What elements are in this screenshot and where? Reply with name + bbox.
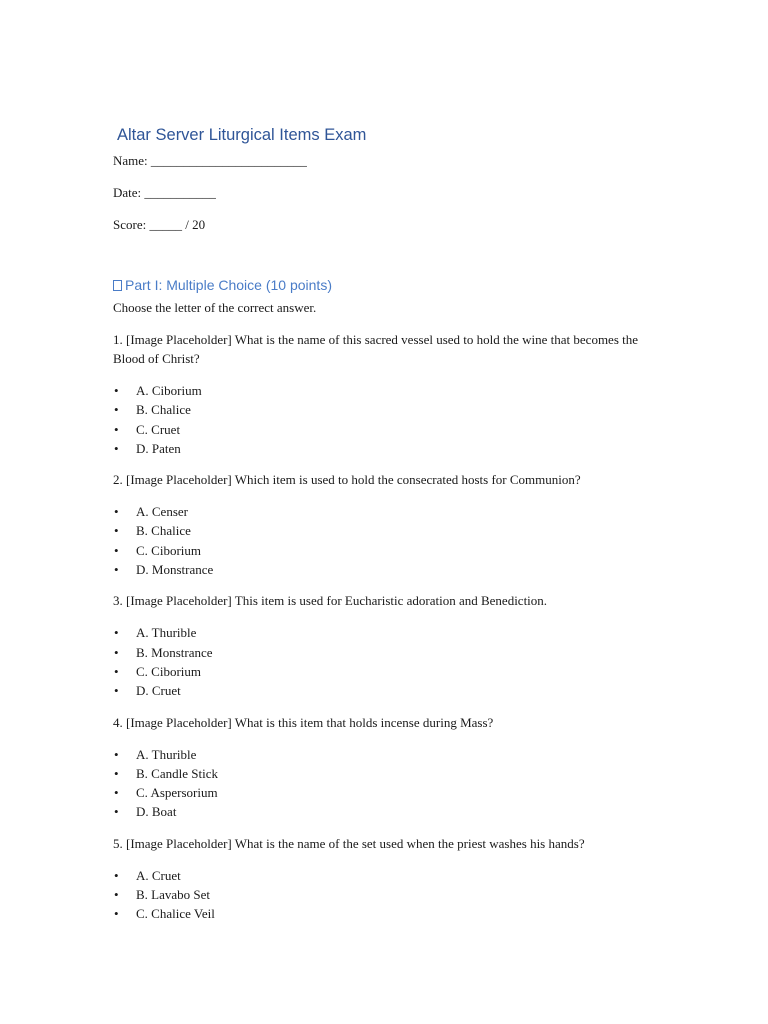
score-field: Score: _____ / 20 xyxy=(113,217,206,232)
option-item xyxy=(113,866,673,885)
option-item xyxy=(113,381,673,400)
option-item xyxy=(113,802,673,821)
option-list xyxy=(113,381,673,458)
option-label: B. Chalice xyxy=(136,523,191,539)
date-field: Date: ___________ xyxy=(113,185,216,200)
section-heading xyxy=(113,275,673,295)
option-label: A. Ciborium xyxy=(136,383,202,398)
option-item xyxy=(113,904,673,923)
question-block xyxy=(113,330,673,458)
bullet-icon: • xyxy=(114,523,119,539)
bullet-icon: • xyxy=(114,542,119,558)
option-label: D. Cruet xyxy=(136,683,181,699)
option-label: A. Thurible xyxy=(136,746,197,762)
question-block xyxy=(113,713,673,822)
missing-glyph-icon xyxy=(113,280,122,291)
instructions: Choose the letter of the correct answer. xyxy=(113,300,317,315)
option-item xyxy=(113,662,673,681)
bullet-icon: • xyxy=(114,887,119,903)
bullet-icon: • xyxy=(114,683,119,699)
bullet-icon: • xyxy=(114,906,119,922)
option-label: C. Ciborium xyxy=(136,542,202,558)
option-item xyxy=(113,885,673,904)
option-item xyxy=(113,745,673,764)
bullet-icon: • xyxy=(114,867,119,883)
bullet-icon: • xyxy=(114,804,119,820)
bullet-icon: • xyxy=(114,765,119,781)
exam-title: Altar Server Liturgical Items Exam xyxy=(117,126,367,144)
bullet-icon: • xyxy=(114,421,119,437)
option-item xyxy=(113,560,673,579)
bullet-icon: • xyxy=(114,504,119,520)
bullet-icon: • xyxy=(114,746,119,762)
option-item xyxy=(113,521,673,540)
option-label: B. Lavabo Set xyxy=(136,887,211,903)
bullet-icon: • xyxy=(114,562,119,578)
option-item xyxy=(113,783,673,802)
option-label: B. Monstrance xyxy=(136,644,213,660)
bullet-icon: • xyxy=(114,625,119,641)
exam-document xyxy=(113,124,673,936)
bullet-icon: • xyxy=(114,644,119,660)
option-label: B. Candle Stick xyxy=(136,765,218,781)
option-label: C. Cruet xyxy=(136,421,181,437)
option-list xyxy=(113,866,673,924)
bullet-icon: • xyxy=(114,440,119,456)
option-list xyxy=(113,623,673,700)
option-item xyxy=(113,439,673,458)
option-list xyxy=(113,502,673,579)
question-text: 4. [Image Placeholder] What is this item that holds incense during Mass? xyxy=(113,714,494,730)
option-item xyxy=(113,502,673,521)
option-label: A. Thurible xyxy=(136,625,197,641)
bullet-icon: • xyxy=(114,402,119,418)
option-item xyxy=(113,643,673,662)
bullet-icon: • xyxy=(114,383,119,398)
option-label: A. Censer xyxy=(136,504,188,520)
option-item xyxy=(113,420,673,439)
question-text: 3. [Image Placeholder] This item is used for Eucharistic adoration and Benediction. xyxy=(113,593,548,609)
bullet-icon: • xyxy=(114,785,119,801)
option-list xyxy=(113,745,673,822)
option-label: B. Chalice xyxy=(136,402,191,418)
option-label: C. Chalice Veil xyxy=(136,906,215,922)
section-title-text: Part I: Multiple Choice (10 points) xyxy=(125,277,332,293)
option-label: C. Ciborium xyxy=(136,663,202,679)
option-label: A. Cruet xyxy=(136,867,181,883)
option-label: C. Aspersorium xyxy=(136,785,218,801)
option-label: D. Paten xyxy=(136,440,181,456)
question-block xyxy=(113,834,673,924)
option-item xyxy=(113,764,673,783)
question-block xyxy=(113,591,673,700)
option-item xyxy=(113,681,673,700)
question-text: 1. [Image Placeholder] What is the name of this sacred vessel used to hold the wine that becomes the Blood of Christ? xyxy=(113,332,639,366)
name-field: Name: ________________________ xyxy=(113,153,307,168)
option-item xyxy=(113,541,673,560)
question-text: 2. [Image Placeholder] Which item is used to hold the consecrated hosts for Communion? xyxy=(113,472,581,488)
bullet-icon: • xyxy=(114,663,119,679)
question-block xyxy=(113,470,673,579)
option-item xyxy=(113,400,673,419)
option-label: D. Boat xyxy=(136,804,177,820)
option-label: D. Monstrance xyxy=(136,562,214,578)
option-item xyxy=(113,623,673,642)
question-text: 5. [Image Placeholder] What is the name of the set used when the priest washes his hands? xyxy=(113,835,585,851)
